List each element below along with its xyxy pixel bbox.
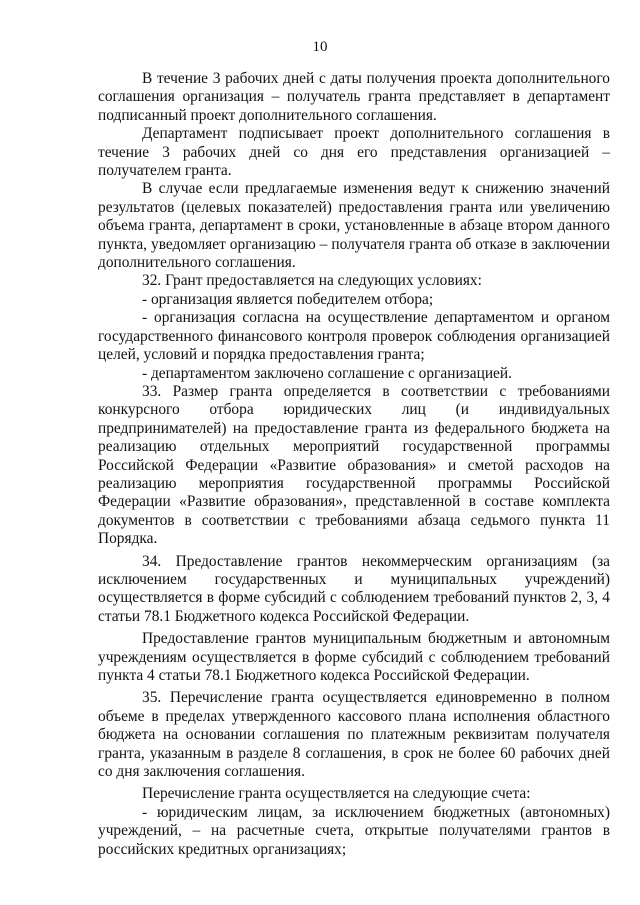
paragraph: Предоставление грантов муниципальным бюджетным и автономным учреждениям осуществляется в форме субсидий с соблюдением требований пункта 4 статьи 78.1 Бюджетного кодекса Российской Федерации. (98, 630, 610, 684)
document-body (98, 70, 610, 859)
paragraph: Перечисление гранта осуществляется на следующие счета: (142, 785, 531, 803)
page-number: 10 (312, 39, 328, 55)
list-item: - юридическим лицам, за исключением бюджетных (автономных) учреждений, – на расчетные счета, открытые получателями грантов в российских кредитных организациях; (98, 803, 610, 858)
list-item: - организация согласна на осуществление департаментом и органом государственного финансового контроля проверок соблюдения организацией целей, условий и порядка предоставления гранта; (98, 309, 610, 364)
paragraph: Департамент подписывает проект дополнительного соглашения в течение 3 рабочих дней со дня его представления организацией – получателем гранта. (98, 125, 610, 180)
paragraph: 33. Размер гранта определяется в соответствии с требованиями конкурсного отбора юридических лиц (и индивидуальных предпринимателей) на предоставление гранта из федерального бюджета на реализацию отдельных мероприятий государственной программы Российской Федерации «Развитие образования» и сметой расходов на реализацию мероприятия государственной программы Российской Федерации «Развитие образования», представленной в составе комплекта документов в соответствии с требованиями абзаца седьмого пункта 11 Порядка. (98, 382, 610, 548)
paragraph: В случае если предлагаемые изменения ведут к снижению значений результатов (целевых показателей) предоставления гранта или увеличению объема гранта, департамент в сроки, установленные в абзаце втором данного пункта, уведомляет организацию – получателя гранта об отказе в заключении дополнительного соглашения. (98, 180, 610, 272)
list-item: - организация является победителем отбора; (142, 290, 434, 308)
list-item: - департаментом заключено соглашение с организацией. (142, 364, 512, 382)
paragraph: В течение 3 рабочих дней с даты получения проекта дополнительного соглашения организация – получатель гранта представляет в департамент подписанный проект дополнительного соглашения. (98, 70, 610, 124)
paragraph: 34. Предоставление грантов некоммерческим организациям (за исключением государственных и муниципальных учреждений) осуществляется в форме субсидий с соблюдением требований пунктов 2, 3, 4 статьи 78.1 Бюджетного кодекса Российской Федерации. (98, 552, 610, 625)
paragraph: 35. Перечисление гранта осуществляется единовременно в полном объеме в пределах утвержденного кассового плана исполнения областного бюджета на основании соглашения по платежным реквизитам получателя гранта, указанным в разделе 8 соглашения, в срок не более 60 рабочих дней со дня заключения соглашения. (98, 689, 610, 781)
paragraph: 32. Грант предоставляется на следующих условиях: (142, 272, 482, 290)
